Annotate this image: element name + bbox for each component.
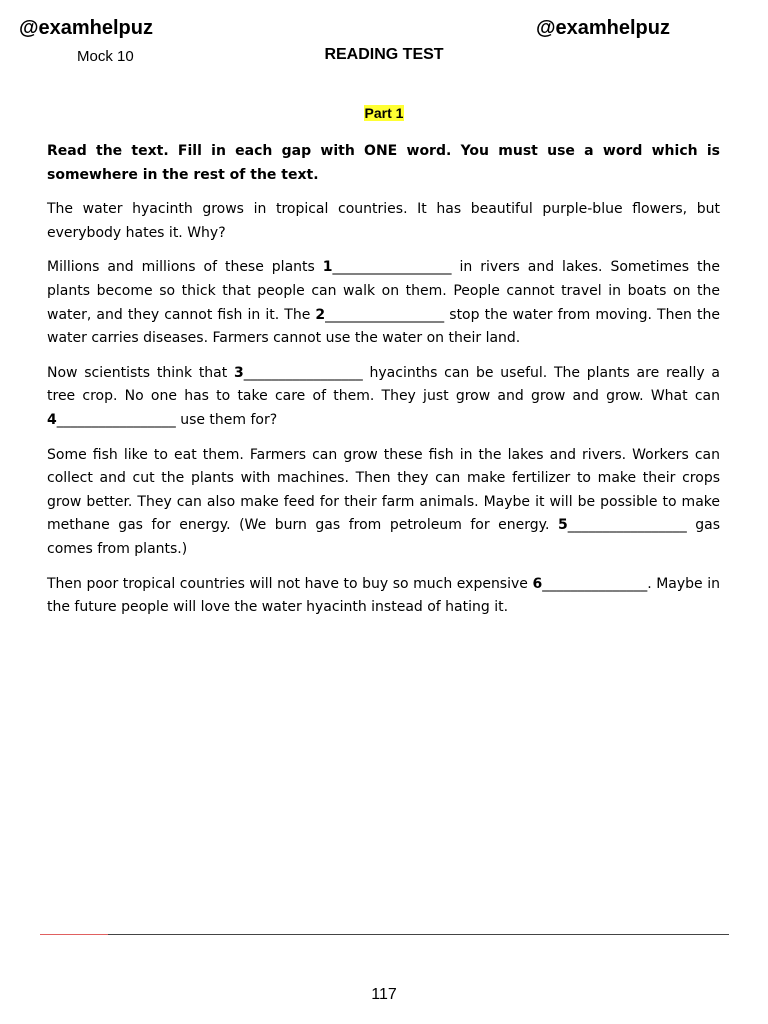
paragraph-text: _________________ gas comes from plants.) — [47, 517, 720, 557]
page-number: 117 — [371, 986, 397, 1003]
paragraph-text: Now scientists think that — [47, 364, 235, 381]
paragraph-text: _________________ stop the water from moving. Then the water carries diseases. Farmers cannot use the water on their land. — [47, 306, 721, 347]
reading-text — [47, 140, 720, 631]
header-handle-left: @examhelpuz — [19, 17, 153, 39]
paragraph-text: Some fish like to eat them. Farmers can grow these fish in the lakes and rivers. Workers can collect and cut the plants with machines. Then they can make fertilizer to make their crops grow better. They can also make feed for their farm animals. Maybe it will be possible to make methane gas for energy. (We burn gas from petroleum for energy. — [47, 446, 720, 534]
gap-number-2: 2 — [315, 306, 326, 323]
footer-rule — [108, 934, 729, 935]
paragraph-1: The water hyacinth grows in tropical countries. It has beautiful purple-blue flowers, but everybody hates it. Why? — [47, 201, 720, 241]
paragraph-text: _________________ in rivers and lakes. Sometimes the plants become so thick that people can walk on them. People cannot travel in boats on the water, and they cannot fish in it. The — [47, 259, 721, 323]
gap-number-5: 5 — [557, 517, 568, 534]
instructions: Read the text. Fill in each gap with ONE word. You must use a word which is somewhere in the rest of the text. — [47, 143, 720, 183]
paragraph-2 — [47, 256, 720, 350]
gap-number-4: 4 — [47, 411, 57, 428]
gap-number-6: 6 — [532, 575, 543, 592]
mock-label: Mock 10 — [77, 48, 134, 65]
paragraph-text: _______________. Maybe in the future people will love the water hyacinth instead of hating it. — [47, 575, 720, 616]
part-label: Part 1 — [364, 105, 404, 121]
paragraph-text: Then poor tropical countries will not have to buy so much expensive — [47, 575, 533, 592]
paragraph-5 — [47, 573, 720, 620]
header-handle-right: @examhelpuz — [536, 17, 670, 39]
gap-number-3: 3 — [234, 364, 244, 381]
paragraph-3 — [47, 362, 720, 433]
paragraph-4 — [47, 444, 720, 562]
paragraph-text: _________________ use them for? — [56, 411, 278, 428]
page-title: READING TEST — [324, 46, 444, 63]
paragraph-text: Millions and millions of these plants — [47, 259, 323, 276]
part-heading — [0, 105, 768, 123]
gap-number-1: 1 — [322, 259, 333, 276]
footer-rule-accent — [40, 934, 108, 935]
paragraph-text: _________________ hyacinths can be useful. The plants are really a tree crop. No one has to take care of them. They just grow and grow and grow. What can — [47, 364, 720, 405]
